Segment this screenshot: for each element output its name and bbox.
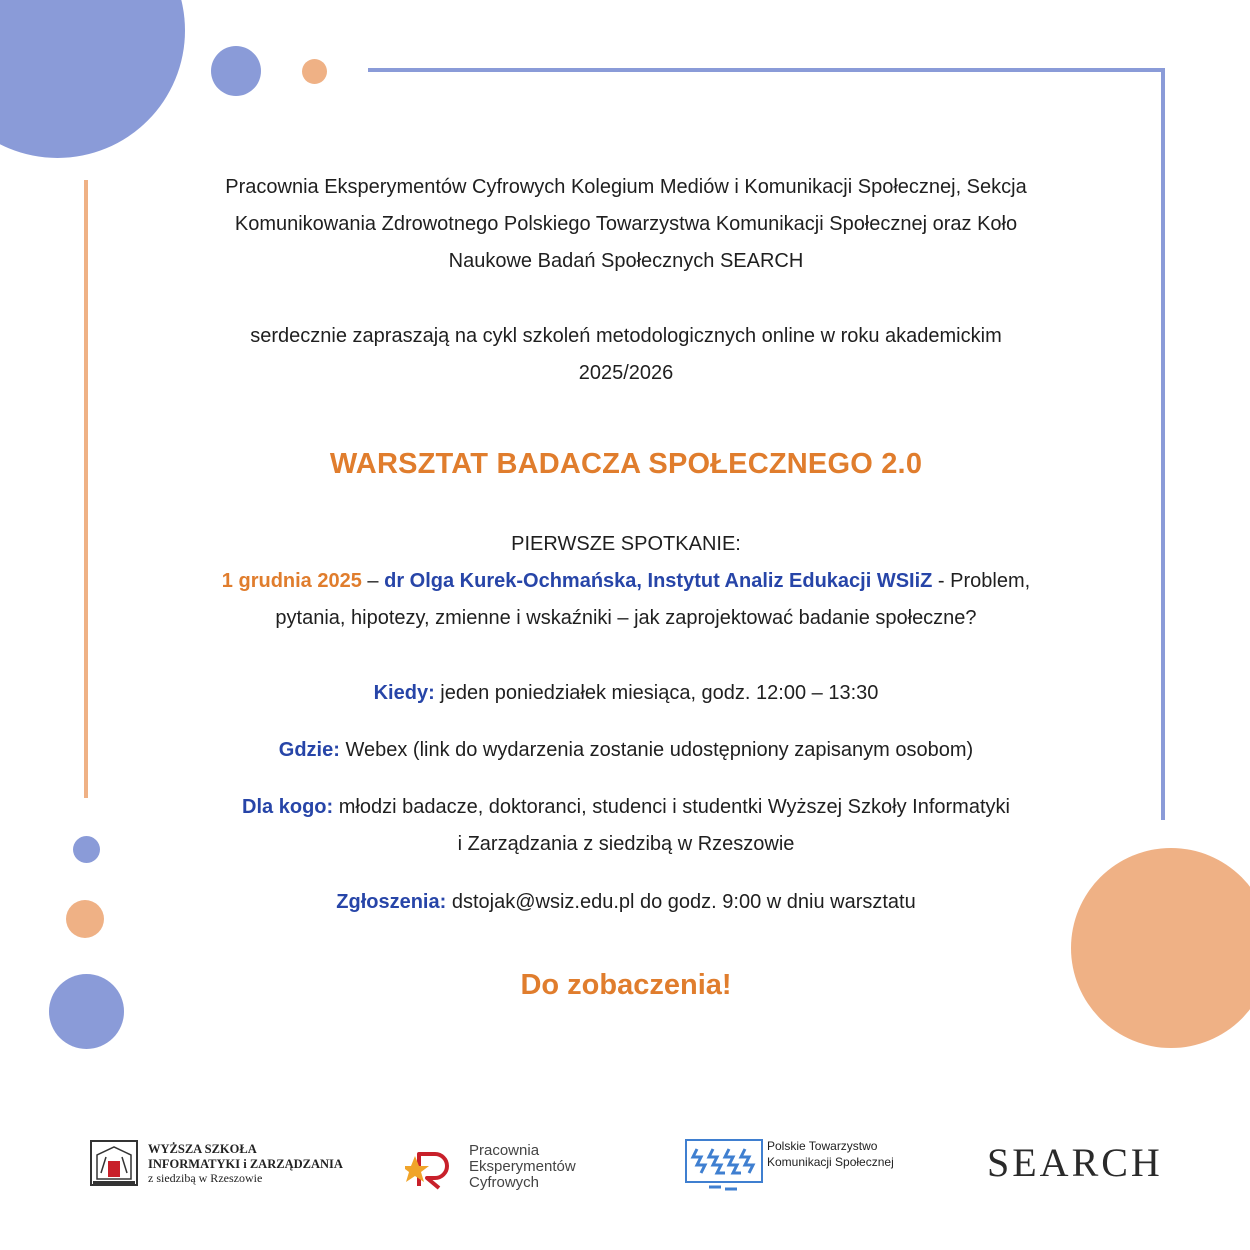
decor-line-left: [84, 180, 88, 798]
when-value: jeden poniedziałek miesiąca, godz. 12:00 – 13:30: [434, 682, 879, 704]
who-label: Dla kogo:: [242, 796, 334, 818]
signup-label: Zgłoszenia:: [336, 891, 447, 913]
ptks-logo-icon: [685, 1137, 765, 1193]
first-meeting-block: [150, 526, 1102, 637]
who-value-1: młodzi badacze, doktoranci, studenci i studentki Wyższej Szkoły Informatyki: [333, 796, 1010, 818]
decor-circle-blue-small-top: [211, 46, 261, 96]
first-meeting-line: [150, 563, 1102, 600]
who-line-1: [150, 789, 1102, 826]
where-value: Webex (link do wydarzenia zostanie udostępniony zapisanym osobom): [339, 739, 974, 761]
pec-name-1: Pracownia: [469, 1142, 540, 1159]
decor-circle-blue-left-small: [73, 836, 100, 863]
closing-text: Do zobaczenia!: [520, 969, 732, 1001]
event-title: WARSZTAT BADACZA SPOŁECZNEGO 2.0: [329, 448, 923, 480]
ptks-name-2: Komunikacji Społecznej: [767, 1155, 894, 1169]
decor-circle-orange-left: [66, 900, 104, 938]
pec-name-2: Eksperymentów: [469, 1158, 576, 1175]
meeting-topic-start: - Problem,: [932, 570, 1031, 592]
search-logo: SEARCH: [987, 1140, 1163, 1185]
decor-circle-large-top-left: [0, 0, 185, 158]
meeting-date: 1 grudnia 2025: [221, 570, 362, 592]
when-line: [150, 675, 1102, 712]
decor-circle-orange-small-top: [302, 59, 327, 84]
meeting-topic-end: pytania, hipotezy, zmienne i wskaźniki – jak zaprojektować badanie społeczne?: [275, 607, 977, 629]
meeting-speaker: dr Olga Kurek-Ochmańska, Instytut Analiz Edukacji WSIiZ: [384, 570, 933, 592]
ptks-name-1: Polskie Towarzystwo: [767, 1139, 878, 1153]
signup-line: [150, 884, 1102, 921]
where-line: [150, 732, 1102, 769]
decor-line-top: [368, 68, 1165, 72]
first-meeting-heading: PIERWSZE SPOTKANIE:: [511, 533, 741, 555]
who-block: [150, 789, 1102, 863]
ptks-logo: [685, 1137, 915, 1195]
who-value-2: i Zarządzania z siedzibą w Rzeszowie: [457, 833, 795, 855]
pec-name-3: Cyfrowych: [469, 1174, 540, 1191]
invite-line-1: serdecznie zapraszają na cykl szkoleń metodologicznych online w roku akademickim: [250, 325, 1002, 347]
intro-line-1: Pracownia Eksperymentów Cyfrowych Kolegium Mediów i Komunikacji Społecznej, Sekcja: [225, 176, 1027, 198]
decor-circle-blue-left-large: [49, 974, 124, 1049]
intro-paragraph: [150, 169, 1102, 280]
invite-line-2: 2025/2026: [578, 362, 674, 384]
when-label: Kiedy:: [373, 682, 435, 704]
intro-line-2: Komunikowania Zdrowotnego Polskiego Towarzystwa Komunikacji Społecznej oraz Koło: [234, 213, 1018, 235]
wsiz-name-3: z siedzibą w Rzeszowie: [148, 1171, 263, 1185]
invite-paragraph: [150, 318, 1102, 392]
wsiz-name-1: WYŻSZA SZKOŁA: [148, 1142, 257, 1156]
wsiz-name-2: INFORMATYKI i ZARZĄDZANIA: [148, 1157, 343, 1171]
wsiz-logo: [89, 1139, 349, 1191]
intro-line-3: Naukowe Badań Społecznych SEARCH: [448, 250, 804, 272]
meeting-dash: –: [361, 570, 385, 592]
where-label: Gdzie:: [278, 739, 340, 761]
decor-circle-orange-large-right: [1071, 848, 1250, 1048]
decor-line-right: [1161, 68, 1165, 820]
wsiz-crest-icon: [89, 1139, 139, 1189]
pec-logo: [405, 1142, 615, 1194]
signup-value: dstojak@wsiz.edu.pl do godz. 9:00 w dniu warsztatu: [446, 891, 916, 913]
pec-logo-icon: [405, 1142, 461, 1192]
